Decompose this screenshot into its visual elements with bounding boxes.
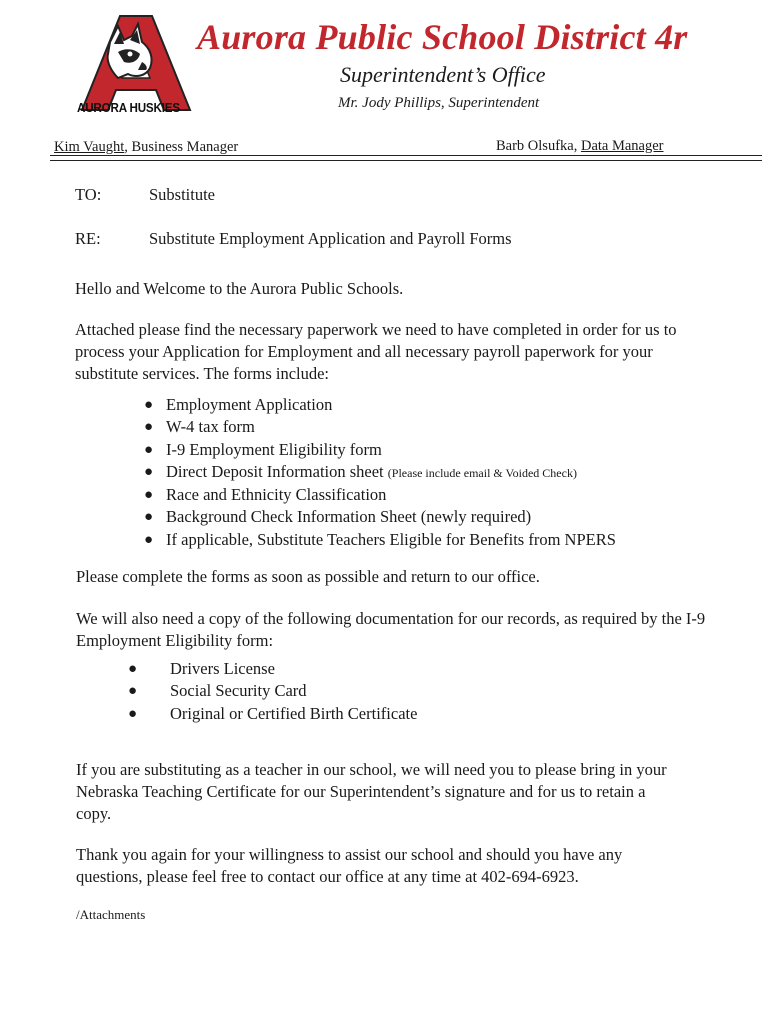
intro-paragraph: Attached please find the necessary paperwork we need to have completed in order for us to process your Application for Employment and all necessary payroll paperwork for your substitute services. The forms include: — [75, 320, 677, 383]
office-name: Superintendent’s Office — [340, 62, 546, 87]
re-label: RE: — [75, 229, 101, 248]
bullet-icon: ● — [144, 487, 154, 504]
bullet-icon: ● — [144, 397, 154, 413]
to-label: TO: — [75, 185, 102, 204]
bullet-icon: ● — [144, 531, 154, 548]
header-divider — [50, 155, 762, 156]
bullet-icon: ● — [144, 463, 154, 480]
teacher-note: If you are substituting as a teacher in our school, we will need you to please bring in your Nebraska Teaching Certificate for our Superintendent’s signature and for us to retain a copy. — [76, 760, 667, 823]
list-item: ● W-4 tax form — [166, 416, 616, 438]
list-item: ● If applicable, Substitute Teachers Eligible for Benefits from NPERS — [166, 529, 616, 551]
to-value: Substitute — [149, 185, 216, 204]
greeting: Hello and Welcome to the Aurora Public Schools. — [75, 279, 404, 298]
business-manager-role: , Business Manager — [124, 139, 239, 155]
bullet-icon: ● — [144, 509, 154, 526]
list-item-note: (Please include email & Voided Check) — [387, 465, 577, 480]
re-value: Substitute Employment Application and Payroll Forms — [149, 229, 512, 248]
list-item: ● Direct Deposit Information sheet (Please include email & Voided Check) — [166, 461, 616, 484]
list-item: ● Original or Certified Birth Certificate — [170, 703, 417, 725]
complete-note: Please complete the forms as soon as possible and return to our office. — [76, 567, 540, 586]
data-manager — [496, 138, 664, 155]
list-item: ● Employment Application — [166, 394, 616, 416]
logo-caption: AURORA HUSKIES — [77, 101, 180, 115]
business-manager — [54, 139, 238, 156]
docs-list — [128, 658, 418, 725]
bullet-icon: ● — [128, 683, 138, 700]
attachments-label: /Attachments — [76, 907, 146, 922]
district-name: Aurora Public School District 4r — [197, 17, 688, 57]
data-manager-role: Data Manager — [580, 138, 664, 154]
bullet-icon: ● — [144, 441, 154, 458]
list-item: ● Background Check Information Sheet (newly required) — [166, 506, 616, 528]
list-item: ● I-9 Employment Eligibility form — [166, 439, 616, 461]
docs-intro: We will also need a copy of the following documentation for our records, as required by the I-9 Employment Eligibility form: — [76, 609, 706, 650]
header-divider-double — [50, 160, 762, 161]
list-item: ● Drivers License — [170, 658, 417, 680]
list-item: ● Race and Ethnicity Classification — [166, 484, 616, 506]
bullet-icon: ● — [144, 419, 154, 436]
bullet-icon: ● — [128, 705, 138, 722]
data-manager-name: Barb Olsufka, — [496, 138, 578, 154]
list-item: ● Social Security Card — [170, 680, 417, 702]
thanks-paragraph: Thank you again for your willingness to assist our school and should you have any questions, please feel free to contact our office at any time at 402-694-6923. — [76, 845, 623, 886]
superintendent-name: Mr. Jody Phillips, Superintendent — [338, 95, 540, 111]
bullet-icon: ● — [128, 661, 138, 677]
forms-list — [144, 394, 616, 551]
business-manager-name: Kim Vaught — [54, 139, 125, 155]
